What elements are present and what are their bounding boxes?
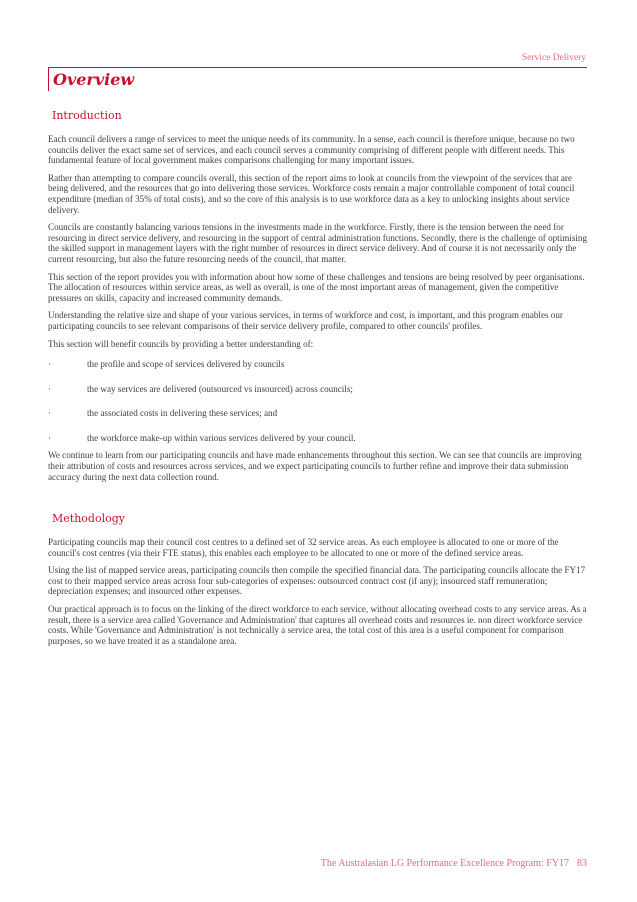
list-item bbox=[48, 433, 588, 444]
intro-paragraph: Rather than attempting to compare councils overall, this section of the report aims to look at councils from the viewpoint of the services that are being delivered, and the resources that go into delivering those services. Workforce costs remain a major controllable component of total council expenditure (median of 35% of total costs), and so the core of this analysis is to use workforce data as a key to unlocking insights about service delivery. bbox=[48, 172, 575, 215]
bullet-marker: · bbox=[48, 408, 52, 419]
page-footer bbox=[321, 858, 587, 869]
list-item-text: the workforce make-up within various services delivered by your council. bbox=[87, 432, 356, 443]
list-item-text: the associated costs in delivering these services; and bbox=[87, 408, 278, 419]
intro-paragraph: This section of the report provides you with information about how some of these challenges and tensions are being resolved by peer organisations. The allocation of resources within service areas, as well as overall, is one of the most important areas of management, given the competitive pressures on skills, capacity and increased community demands. bbox=[48, 271, 585, 303]
intro-closing-paragraph: We continue to learn from our participating councils and have made enhancements throughout this section. We can see that councils are improving their attribution of costs and resources across services, and we expect participating councils to further refine and improve their data submission accuracy during the next data collection round. bbox=[48, 450, 582, 482]
section-label: Service Delivery bbox=[521, 53, 586, 63]
intro-paragraph: This section will benefit councils by providing a better understanding of: bbox=[48, 338, 314, 349]
intro-paragraph: Councils are constantly balancing various tensions in the investments made in the workforce. Firstly, there is the tension between the need for resourcing in direct service delivery, and resourcing in the support of central administration functions. Secondly, there is the challenge of optimising the skilled support in management layers with the right number of resources in direct service delivery. And of course it is not necessarily only the current resourcing, but also the future resourcing needs of the council, that matter. bbox=[48, 222, 587, 264]
methodology-paragraph: Using the list of mapped service areas, participating councils then compile the specified financial data. The participating councils allocate the FY17 cost to their mapped service areas across four sub-categories of expenses: outsourced contract cost (if any); insourced staff remuneration; depreciation expenses; and insourced other expenses. bbox=[48, 565, 586, 597]
intro-paragraph: Understanding the relative size and shape of your various services, in terms of workforce and cost, is important, and this program enables our participating councils to see relevant comparisons of their service delivery profile, compared to other councils' profiles. bbox=[48, 310, 563, 331]
page-number: 83 bbox=[577, 858, 587, 869]
page-title: Overview bbox=[53, 70, 135, 89]
methodology-heading: Methodology bbox=[52, 512, 125, 525]
list-item-text: the way services are delivered (outsourced vs insourced) across councils; bbox=[87, 383, 353, 394]
list-item bbox=[48, 359, 588, 370]
methodology-body bbox=[48, 537, 588, 653]
bullet-marker: · bbox=[48, 432, 52, 443]
bullet-marker: · bbox=[48, 359, 52, 370]
introduction-body bbox=[48, 134, 588, 489]
bullet-marker: · bbox=[48, 383, 52, 394]
footer-program-title: The Australasian LG Performance Excellence Program: FY17 bbox=[320, 858, 569, 869]
intro-paragraph: Each council delivers a range of services to meet the unique needs of its community. In a sense, each council is therefore unique, because no two councils deliver the exact same set of services, and each council serves a community comprising of different people with different needs. This fundamental feature of local government makes comparisons challenging for many important issues. bbox=[48, 134, 575, 166]
list-item bbox=[48, 384, 588, 395]
list-item bbox=[48, 408, 588, 419]
list-item-text: the profile and scope of services delivered by councils bbox=[87, 359, 285, 370]
methodology-paragraph: Our practical approach is to focus on the linking of the direct workforce to each service, without allocating overhead costs to any service areas. As a result, there is a service area called 'Governance and Administration' that captures all overhead costs and resources ie. non direct workforce service costs. While 'Governance and Administration' is not technically a service area, the total cost of this area is a useful component for comparison purposes, so we have treated it as a standalone area. bbox=[48, 603, 587, 646]
header-rule-accent bbox=[48, 67, 49, 91]
methodology-paragraph: Participating councils map their council cost centres to a defined set of 32 service areas. As each employee is allocated to one or more of the council's cost centres (via their FTE status), this enables each employee to be allocated to one or more of the defined service areas. bbox=[48, 537, 559, 558]
header-rule bbox=[48, 67, 587, 68]
introduction-heading: Introduction bbox=[52, 109, 122, 122]
